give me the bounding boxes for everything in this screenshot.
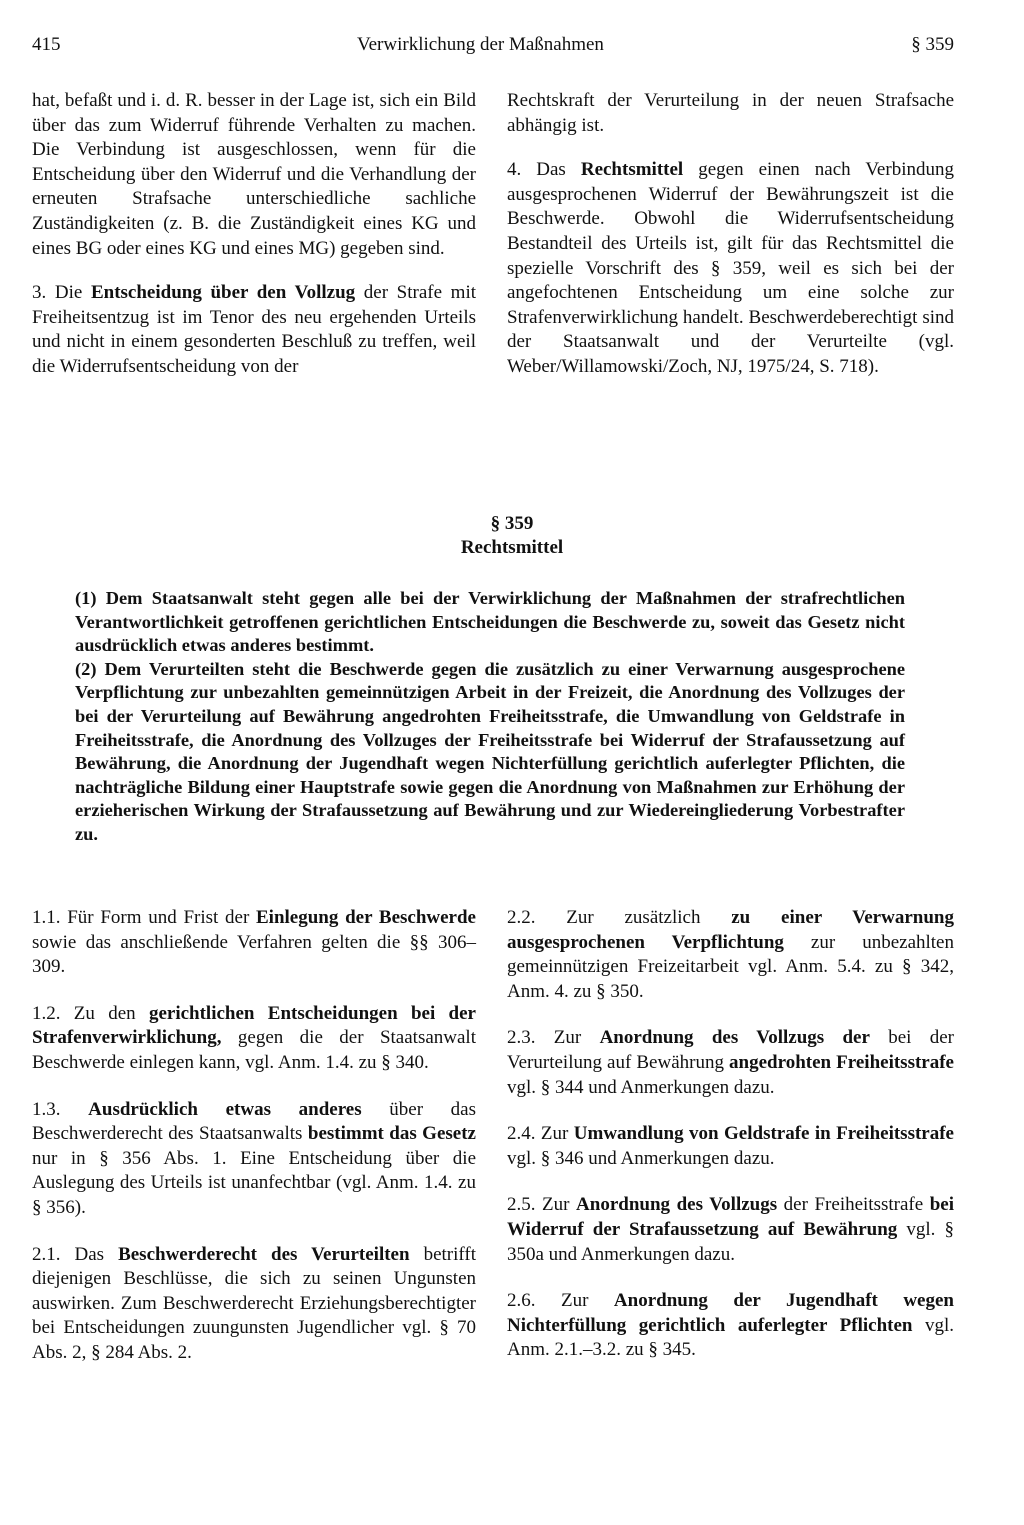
text-run: 1.1. Für Form und Frist der (32, 907, 256, 928)
bold-run: Einlegung der Beschwerde (256, 907, 476, 928)
annotation (32, 906, 476, 980)
text-run: 2.4. Zur (507, 1123, 574, 1145)
text-run: 2.3. Zur (507, 1027, 600, 1049)
bold-run: Anordnung des Vollzugs (576, 1194, 778, 1216)
text-run: 4. Das (507, 159, 581, 181)
annotation (507, 1122, 954, 1171)
text-run: nur in § 356 Abs. 1. Eine Entscheidung über die Auslegung des Urteils ist unanfechtbar (vgl. Anm. 1.4. zu § 356). (32, 1147, 476, 1218)
bold-run: gerichtlichen Entscheidungen bei der Strafenverwirklichung, (32, 1002, 476, 1049)
annotation (507, 1193, 954, 1267)
bold-run: Beschwerderecht des Verurteilten (118, 1243, 410, 1265)
text-run: zur unbezahlten gemeinnützigen Freizeitarbeit vgl. Anm. 5.4. zu § 342, Anm. 4. zu § 350. (507, 931, 954, 1002)
text-run: gegen einen nach Verbindung ausgesprochenen Widerruf der Bewährungszeit ist die Beschwerde. Obwohl die Widerrufsentscheidung Bestandteil des Urteils ist, gilt für das Rechtsmittel die spezielle Vorschrift des § 359, weil es sich bei der angefochtenen Entscheidung um eine solche zur Strafenverwirklichung handelt. Beschwerdeberechtigt sind der Staatsanwalt und der Verurteilte (vgl. Weber/Willamowski/Zoch, NJ, 1975/24, S. 718). (507, 159, 954, 377)
paragraph: Rechtskraft der Verurteilung in der neuen Strafsache abhängig ist. (507, 90, 954, 136)
text-run: sowie das anschließende Verfahren gelten die §§ 306–309. (32, 931, 476, 978)
bold-run: Entscheidung über den Vollzug (90, 282, 356, 304)
bold-run: bestimmt das Gesetz (307, 1123, 476, 1145)
annotation (32, 1243, 476, 1366)
bold-run: zu einer Verwarnung ausgesprochenen Verpflichtung (507, 907, 954, 953)
text-run: über das Beschwerderecht des Staatsanwalts (32, 1098, 477, 1145)
annotation (32, 1098, 476, 1221)
text-run: 1.3. (32, 1098, 89, 1120)
text-run: 2.1. Das (32, 1243, 119, 1265)
header-section: § 359 (911, 34, 954, 55)
bold-run: Anordnung des Vollzugs der (599, 1027, 870, 1049)
text-run: vgl. Anm. 2.1.–3.2. zu § 345. (507, 1314, 955, 1361)
bold-run: Rechtsmittel (580, 159, 684, 181)
text-run: 3. Die (32, 282, 91, 304)
paragraph (507, 158, 954, 379)
bold-run: Anordnung der Jugendhaft wegen Nichterfüllung gerichtlich auferlegter Pflichten (507, 1290, 954, 1336)
bold-run: Umwandlung von Geldstrafe in Freiheitsstrafe (573, 1123, 954, 1145)
paragraph: hat, befaßt und i. d. R. besser in der Lage ist, sich ein Bild über das zum Widerruf führende Verhalten zu machen. Die Verbindung ist ausgeschlossen, wenn für die Entscheidung über den Widerruf und die Verhandlung der erneuten Strafsache unterschiedliche sachliche Zuständigkeiten (z. B. die Zuständigkeit eines KG und eines BG oder eines KG und eines MG) gegeben sind. (32, 90, 476, 259)
text-run: 2.5. Zur (507, 1194, 577, 1216)
bold-run: bei Widerruf der Strafaussetzung auf Bewährung (507, 1194, 955, 1240)
text-run: 2.6. Zur (507, 1290, 614, 1312)
bold-run: Ausdrücklich etwas anderes (88, 1098, 362, 1120)
text-run: 2.2. Zur zusätzlich (507, 907, 732, 928)
left-column-top (32, 89, 476, 400)
annotation (507, 906, 954, 1004)
law-paragraph-2: (2) Dem Verurteilten steht die Beschwerde gegen die zusätzlich zu einer Verwarnung ausgesprochene Verpflichtung zur unbezahlten gemeinnützigen Arbeit in der Freizeit, die Anordnung des Vollzuges der bei der Verurteilung auf Bewährung angedrohten Freiheitsstrafe, die Umwandlung von Geldstrafe in Freiheitsstrafe, die Anordnung des Vollzuges der Freiheitsstrafe bei Widerruf der Strafaussetzung auf Bewährung, die Anordnung der Jugendhaft wegen Nichterfüllung gerichtlich auferlegter Pflichten, die nachträgliche Bildung einer Hauptstrafe sowie gegen die Anordnung von Maßnahmen zur Erhöhung der erzieherischen Wirkung der Strafaussetzung auf Bewährung und zur Wiedereingliederung Vorbestrafter zu. (75, 658, 905, 844)
text-run: 1.2. Zu den (32, 1002, 149, 1024)
text-run: betrifft diejenigen Beschlüsse, die sich zu seinen Ungunsten auswirken. Zum Beschwerderecht Erziehungsberechtigter bei Entscheidungen zuungunsten Jugendlicher vgl. § 70 Abs. 2, § 284 Abs. 2. (32, 1243, 476, 1363)
text-run: der Strafe mit Freiheitsentzug ist im Tenor des neu ergehenden Urteils und nicht in einem gesonderten Beschluß zu treffen, weil die Widerrufsentscheidung von der (32, 282, 476, 377)
bold-run: angedrohten Freiheitsstrafe (729, 1051, 954, 1073)
left-column-annotations (32, 906, 476, 1388)
law-text (75, 587, 905, 847)
text-run: vgl. § 350a und Anmerkungen dazu. (507, 1218, 955, 1265)
right-column-top (507, 89, 954, 400)
law-paragraph-1: (1) Dem Staatsanwalt steht gegen alle bei der Verwirklichung der Maßnahmen der strafrechtlichen Verantwortlichkeit getroffenen gerichtlichen Entscheidungen die Beschwerde zu, soweit das Gesetz nicht ausdrücklich etwas anderes bestimmt. (75, 588, 905, 656)
text-run: bei der Verurteilung auf Bewährung (507, 1027, 954, 1073)
running-header (32, 34, 954, 64)
text-run: vgl. § 344 und Anmerkungen dazu. (507, 1076, 775, 1098)
page-number: 415 (32, 34, 61, 55)
header-title: Verwirklichung der Maßnahmen (357, 34, 604, 55)
annotation (507, 1026, 954, 1100)
text-run: vgl. § 346 und Anmerkungen dazu. (507, 1147, 775, 1169)
right-column-annotations (507, 906, 954, 1385)
text-run: gegen die der Staatsanwalt Beschwerde einlegen kann, vgl. Anm. 1.4. zu § 340. (32, 1027, 476, 1073)
annotation (507, 1289, 954, 1363)
annotation (32, 1002, 476, 1076)
text-run: der Freiheitsstrafe (777, 1194, 930, 1216)
law-section-number: § 359 (490, 513, 534, 534)
paragraph (32, 281, 476, 379)
law-section-title: Rechtsmittel (460, 537, 564, 558)
